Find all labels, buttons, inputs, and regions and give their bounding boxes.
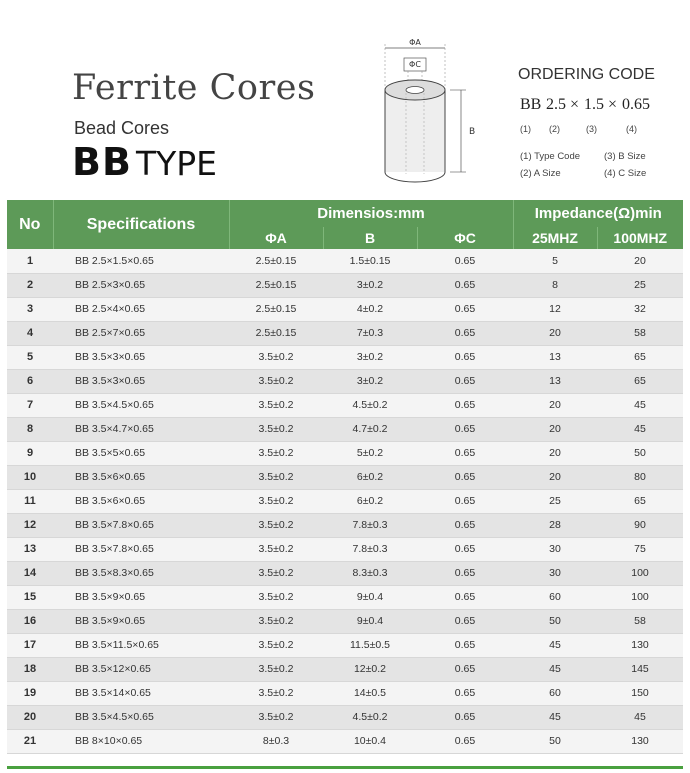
cell-z25: 20 <box>513 441 597 465</box>
cell-spec: BB 8×10×0.65 <box>53 729 229 753</box>
cell-c: 0.65 <box>417 249 513 273</box>
table-row <box>7 249 683 273</box>
table-row <box>7 633 683 657</box>
cell-b: 4.5±0.2 <box>323 705 417 729</box>
cell-spec: BB 2.5×1.5×0.65 <box>53 249 229 273</box>
col-header-100mhz: 100MHZ <box>597 227 683 249</box>
cell-z25: 45 <box>513 657 597 681</box>
cell-c: 0.65 <box>417 585 513 609</box>
cell-no: 9 <box>7 441 53 465</box>
cell-b: 5±0.2 <box>323 441 417 465</box>
table-row <box>7 393 683 417</box>
cell-z100: 150 <box>597 681 683 705</box>
cell-c: 0.65 <box>417 369 513 393</box>
cell-c: 0.65 <box>417 345 513 369</box>
cell-a: 2.5±0.15 <box>229 249 323 273</box>
cell-z25: 13 <box>513 369 597 393</box>
cell-spec: BB 3.5×7.8×0.65 <box>53 537 229 561</box>
cell-b: 8.3±0.3 <box>323 561 417 585</box>
cell-no: 15 <box>7 585 53 609</box>
table-row <box>7 561 683 585</box>
cell-c: 0.65 <box>417 321 513 345</box>
cell-b: 7.8±0.3 <box>323 513 417 537</box>
cell-no: 4 <box>7 321 53 345</box>
cell-z100: 65 <box>597 489 683 513</box>
cell-z100: 20 <box>597 249 683 273</box>
ordering-legend-item: (3) B Size <box>604 151 646 162</box>
cell-a: 3.5±0.2 <box>229 657 323 681</box>
cell-no: 8 <box>7 417 53 441</box>
code-part: × <box>570 96 580 113</box>
table-row <box>7 585 683 609</box>
cell-c: 0.65 <box>417 417 513 441</box>
ordering-index: (1) <box>520 124 531 134</box>
table-row <box>7 465 683 489</box>
cell-spec: BB 3.5×11.5×0.65 <box>53 633 229 657</box>
cell-no: 20 <box>7 705 53 729</box>
type-heading <box>72 142 217 191</box>
cell-a: 3.5±0.2 <box>229 681 323 705</box>
cell-z100: 145 <box>597 657 683 681</box>
phi-a-label: ΦA <box>409 38 421 47</box>
cell-spec: BB 3.5×3×0.65 <box>53 369 229 393</box>
ordering-legend-item: (2) A Size <box>520 168 561 179</box>
col-header-spec: Specifications <box>53 200 229 249</box>
cell-no: 13 <box>7 537 53 561</box>
cell-c: 0.65 <box>417 297 513 321</box>
cell-no: 17 <box>7 633 53 657</box>
bead-core-diagram <box>370 34 480 194</box>
cell-spec: BB 2.5×7×0.65 <box>53 321 229 345</box>
cell-z100: 58 <box>597 609 683 633</box>
table-row <box>7 441 683 465</box>
ordering-index: (4) <box>626 124 637 134</box>
cell-z25: 50 <box>513 609 597 633</box>
b-label: B <box>469 127 476 137</box>
ordering-code <box>520 96 650 114</box>
ordering-legend-item: (4) C Size <box>604 168 647 179</box>
cell-z100: 130 <box>597 729 683 753</box>
code-part: 1.5 <box>584 96 604 113</box>
cell-z25: 28 <box>513 513 597 537</box>
code-part: 2.5 <box>546 96 566 113</box>
brand-subtitle: Bead Cores <box>74 118 170 138</box>
type-code: BB <box>72 140 132 184</box>
table-row <box>7 705 683 729</box>
ordering-legend-item: (1) Type Code <box>520 151 581 162</box>
cell-a: 3.5±0.2 <box>229 489 323 513</box>
cell-a: 3.5±0.2 <box>229 393 323 417</box>
cell-z25: 20 <box>513 393 597 417</box>
table-row <box>7 273 683 297</box>
cell-a: 3.5±0.2 <box>229 585 323 609</box>
cell-c: 0.65 <box>417 537 513 561</box>
cell-z100: 75 <box>597 537 683 561</box>
cell-a: 3.5±0.2 <box>229 441 323 465</box>
cell-c: 0.65 <box>417 633 513 657</box>
cell-z25: 30 <box>513 561 597 585</box>
table-row <box>7 369 683 393</box>
cell-z25: 12 <box>513 297 597 321</box>
cell-spec: BB 3.5×9×0.65 <box>53 609 229 633</box>
table-header <box>7 200 683 249</box>
cell-no: 5 <box>7 345 53 369</box>
cell-no: 21 <box>7 729 53 753</box>
cell-z100: 50 <box>597 441 683 465</box>
cell-no: 3 <box>7 297 53 321</box>
code-part: 0.65 <box>622 96 650 113</box>
cell-a: 3.5±0.2 <box>229 513 323 537</box>
col-group-impedance: Impedance(Ω)min <box>513 200 683 227</box>
cell-b: 4±0.2 <box>323 297 417 321</box>
phi-c-label: ΦC <box>409 60 421 69</box>
cell-b: 3±0.2 <box>323 345 417 369</box>
cell-z25: 20 <box>513 417 597 441</box>
cell-no: 16 <box>7 609 53 633</box>
cell-spec: BB 3.5×7.8×0.65 <box>53 513 229 537</box>
cell-spec: BB 2.5×3×0.65 <box>53 273 229 297</box>
cell-a: 8±0.3 <box>229 729 323 753</box>
cell-z25: 25 <box>513 489 597 513</box>
bottom-accent-line <box>7 766 683 769</box>
cell-spec: BB 3.5×9×0.65 <box>53 585 229 609</box>
col-group-dimensions: Dimensios:mm <box>229 200 513 227</box>
cell-z100: 65 <box>597 345 683 369</box>
code-part: BB <box>520 96 542 113</box>
cell-c: 0.65 <box>417 681 513 705</box>
cell-no: 6 <box>7 369 53 393</box>
col-header-b: B <box>323 227 417 249</box>
ordering-index: (3) <box>586 124 597 134</box>
cell-a: 2.5±0.15 <box>229 297 323 321</box>
cell-spec: BB 3.5×8.3×0.65 <box>53 561 229 585</box>
cell-b: 6±0.2 <box>323 465 417 489</box>
cell-z100: 58 <box>597 321 683 345</box>
table-row <box>7 681 683 705</box>
specifications-table <box>7 200 683 754</box>
cell-spec: BB 3.5×12×0.65 <box>53 657 229 681</box>
col-header-phi-a: ΦA <box>229 227 323 249</box>
cell-z25: 50 <box>513 729 597 753</box>
table-row <box>7 657 683 681</box>
cell-b: 1.5±0.15 <box>323 249 417 273</box>
cell-z25: 60 <box>513 585 597 609</box>
cell-z100: 130 <box>597 633 683 657</box>
cell-a: 3.5±0.2 <box>229 417 323 441</box>
cell-z25: 13 <box>513 345 597 369</box>
cell-b: 3±0.2 <box>323 273 417 297</box>
cell-z100: 25 <box>597 273 683 297</box>
cell-a: 3.5±0.2 <box>229 609 323 633</box>
cell-a: 2.5±0.15 <box>229 273 323 297</box>
col-header-no: No <box>7 200 53 249</box>
cell-z25: 5 <box>513 249 597 273</box>
cell-no: 14 <box>7 561 53 585</box>
cell-no: 18 <box>7 657 53 681</box>
cell-c: 0.65 <box>417 609 513 633</box>
cell-z100: 100 <box>597 561 683 585</box>
cell-spec: BB 3.5×6×0.65 <box>53 489 229 513</box>
cell-a: 3.5±0.2 <box>229 537 323 561</box>
cell-z100: 32 <box>597 297 683 321</box>
table-row <box>7 297 683 321</box>
cell-no: 7 <box>7 393 53 417</box>
catalog-header <box>0 0 690 200</box>
cell-b: 4.5±0.2 <box>323 393 417 417</box>
cell-c: 0.65 <box>417 729 513 753</box>
code-part: × <box>608 96 618 113</box>
col-header-phi-c: ΦC <box>417 227 513 249</box>
cell-c: 0.65 <box>417 657 513 681</box>
cell-a: 2.5±0.15 <box>229 321 323 345</box>
cell-z25: 20 <box>513 465 597 489</box>
brand-title: Ferrite Cores <box>72 68 316 108</box>
cell-spec: BB 3.5×4.5×0.65 <box>53 705 229 729</box>
cell-z25: 30 <box>513 537 597 561</box>
cell-no: 12 <box>7 513 53 537</box>
cell-b: 9±0.4 <box>323 585 417 609</box>
cell-z25: 45 <box>513 633 597 657</box>
cell-a: 3.5±0.2 <box>229 705 323 729</box>
cell-b: 7±0.3 <box>323 321 417 345</box>
cell-z100: 100 <box>597 585 683 609</box>
cell-c: 0.65 <box>417 513 513 537</box>
cell-spec: BB 3.5×6×0.65 <box>53 465 229 489</box>
cell-a: 3.5±0.2 <box>229 561 323 585</box>
cell-no: 11 <box>7 489 53 513</box>
cell-b: 6±0.2 <box>323 489 417 513</box>
cell-c: 0.65 <box>417 465 513 489</box>
cell-spec: BB 3.5×4.5×0.65 <box>53 393 229 417</box>
cell-z100: 80 <box>597 465 683 489</box>
cell-spec: BB 2.5×4×0.65 <box>53 297 229 321</box>
ordering-code-title: ORDERING CODE <box>518 66 655 83</box>
table-row <box>7 609 683 633</box>
cell-a: 3.5±0.2 <box>229 633 323 657</box>
cell-z25: 20 <box>513 321 597 345</box>
ordering-index: (2) <box>549 124 560 134</box>
table-row <box>7 537 683 561</box>
table-row <box>7 417 683 441</box>
table-row <box>7 513 683 537</box>
cell-no: 2 <box>7 273 53 297</box>
cell-spec: BB 3.5×4.7×0.65 <box>53 417 229 441</box>
cell-z100: 45 <box>597 417 683 441</box>
cell-b: 9±0.4 <box>323 609 417 633</box>
cell-z100: 45 <box>597 705 683 729</box>
cell-c: 0.65 <box>417 489 513 513</box>
table-row <box>7 345 683 369</box>
cell-no: 19 <box>7 681 53 705</box>
cell-z25: 45 <box>513 705 597 729</box>
cell-a: 3.5±0.2 <box>229 369 323 393</box>
cell-b: 10±0.4 <box>323 729 417 753</box>
table-row <box>7 729 683 753</box>
cell-c: 0.65 <box>417 705 513 729</box>
cell-b: 4.7±0.2 <box>323 417 417 441</box>
cell-c: 0.65 <box>417 393 513 417</box>
cell-b: 3±0.2 <box>323 369 417 393</box>
cell-spec: BB 3.5×3×0.65 <box>53 345 229 369</box>
cell-spec: BB 3.5×14×0.65 <box>53 681 229 705</box>
cell-z100: 90 <box>597 513 683 537</box>
type-word: TYPE <box>135 144 218 183</box>
table-row <box>7 489 683 513</box>
cell-c: 0.65 <box>417 441 513 465</box>
cell-spec: BB 3.5×5×0.65 <box>53 441 229 465</box>
cell-no: 1 <box>7 249 53 273</box>
cell-z25: 60 <box>513 681 597 705</box>
cell-z25: 8 <box>513 273 597 297</box>
cell-no: 10 <box>7 465 53 489</box>
cell-b: 14±0.5 <box>323 681 417 705</box>
cell-b: 11.5±0.5 <box>323 633 417 657</box>
cell-z100: 65 <box>597 369 683 393</box>
cell-c: 0.65 <box>417 561 513 585</box>
cell-a: 3.5±0.2 <box>229 465 323 489</box>
table-row <box>7 321 683 345</box>
cell-b: 7.8±0.3 <box>323 537 417 561</box>
cell-b: 12±0.2 <box>323 657 417 681</box>
col-header-25mhz: 25MHZ <box>513 227 597 249</box>
cell-z100: 45 <box>597 393 683 417</box>
cell-c: 0.65 <box>417 273 513 297</box>
table-body <box>7 249 683 753</box>
cell-a: 3.5±0.2 <box>229 345 323 369</box>
